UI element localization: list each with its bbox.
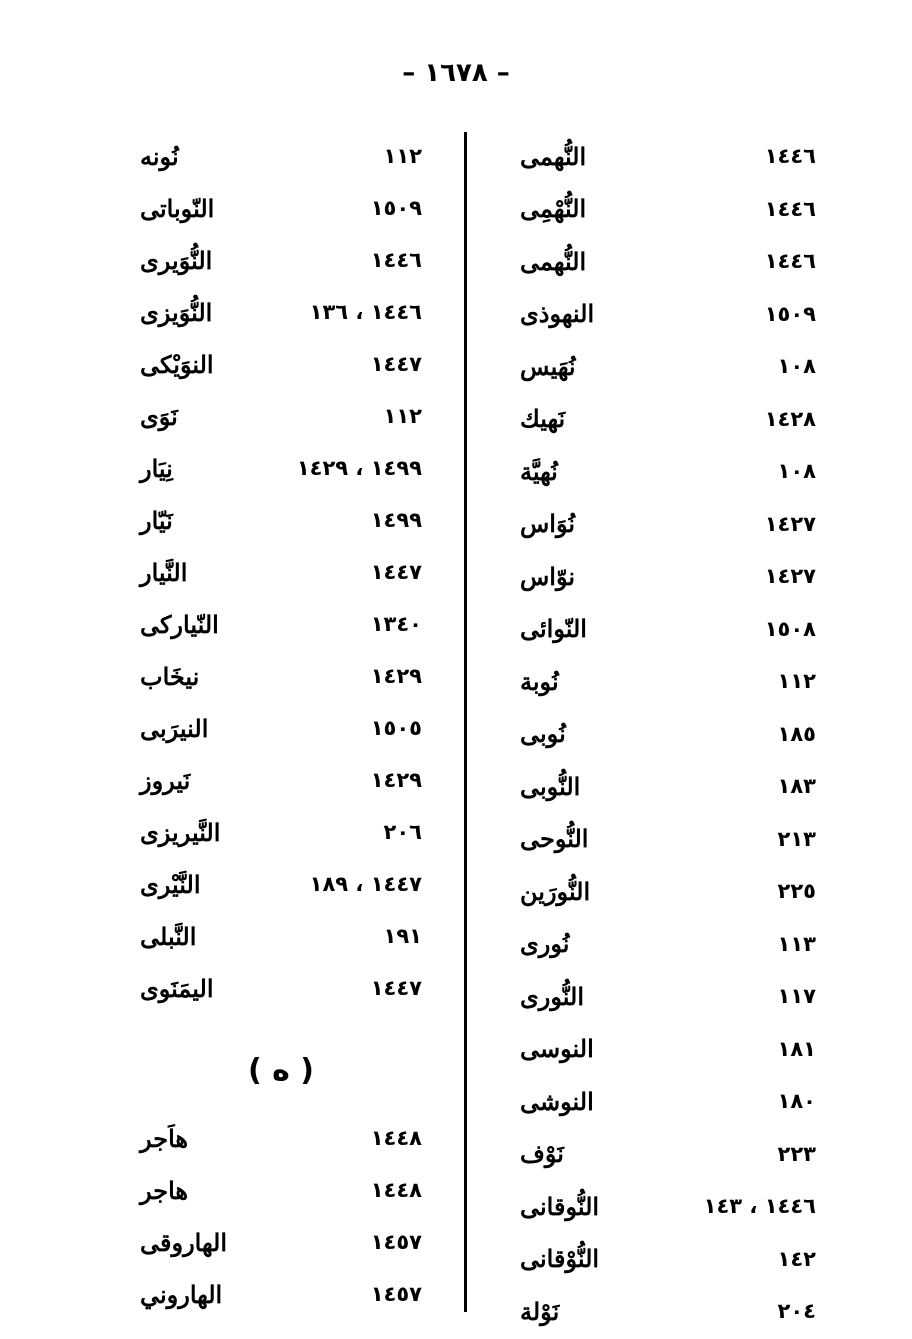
index-entry	[520, 760, 816, 813]
index-entry	[520, 550, 816, 603]
entry-page-ref: ١٤٢	[777, 1246, 816, 1271]
entry-page-ref: ١٤٥٧	[370, 1282, 422, 1306]
entry-page-ref: ١٤٤٦ ، ١٤٣	[703, 1194, 816, 1219]
entry-page-ref: ١٥٠٩	[764, 301, 816, 326]
entry-name: النُّورَين	[520, 876, 591, 906]
entry-page-ref: ١٤٤٨	[370, 1126, 422, 1150]
entry-name: النُّوْقانى	[520, 1244, 600, 1274]
entry-page-ref: ١٤٤٧	[370, 976, 422, 1000]
entry-page-ref: ١٤٥٧	[370, 1230, 422, 1254]
entry-page-ref: ١٥٠٥	[370, 716, 422, 740]
index-entry	[520, 235, 816, 288]
index-entry	[520, 498, 816, 551]
entry-name: هاجر	[140, 1175, 189, 1205]
entry-page-ref: ١٤٤٧	[370, 352, 422, 376]
index-entry	[140, 598, 422, 650]
section-heading: ( ه )	[247, 1052, 315, 1088]
index-entry	[520, 288, 816, 341]
entry-page-ref: ١٤٤٦	[764, 196, 816, 221]
index-entry	[520, 603, 816, 656]
left-column	[140, 130, 422, 1320]
entry-name: النَّيريزى	[140, 817, 221, 847]
entry-name: نُوبة	[520, 666, 559, 696]
entry-name: نَيروز	[140, 765, 191, 795]
index-entry	[520, 970, 816, 1023]
entry-page-ref: ١٠٨	[777, 459, 816, 484]
entry-page-ref: ١١٢	[383, 144, 422, 168]
entry-name: نُونه	[140, 141, 179, 171]
entry-name: النُّهمى	[520, 246, 587, 276]
index-entry	[140, 1268, 422, 1320]
entry-name: النّوباتى	[140, 193, 215, 223]
left-entries	[140, 130, 422, 1014]
entry-name: نَيّار	[140, 505, 173, 535]
index-entry	[140, 702, 422, 754]
entry-page-ref: ١١٢	[383, 404, 422, 428]
entry-page-ref: ٢٠٦	[383, 820, 422, 844]
entry-name: نِيَار	[140, 453, 173, 483]
entry-name: النُّهمى	[520, 141, 587, 171]
entry-name: النُّهْمِى	[520, 194, 587, 224]
entry-name: النوَيْكى	[140, 349, 214, 379]
entry-page-ref: ١٤٩٩ ، ١٤٢٩	[296, 456, 422, 480]
index-entry	[140, 130, 422, 182]
entry-name: النُّوحى	[520, 824, 589, 854]
index-entry	[520, 865, 816, 918]
entry-page-ref: ١١٧	[777, 984, 816, 1009]
index-entry	[140, 338, 422, 390]
index-entry	[140, 390, 422, 442]
page-number: – ١٦٧٨ –	[402, 58, 510, 88]
entry-page-ref: ١١٢	[777, 669, 816, 694]
index-entry	[140, 442, 422, 494]
entry-page-ref: ١٤٤٦ ، ١٣٦	[309, 300, 422, 324]
entry-name: نُورى	[520, 929, 570, 959]
index-entry	[520, 1233, 816, 1286]
index-entry	[140, 182, 422, 234]
entry-page-ref: ١٨٣	[777, 774, 816, 799]
entry-name: النُّوَيزى	[140, 297, 213, 327]
entry-name: نَوْلة	[520, 1296, 560, 1326]
index-entry	[140, 546, 422, 598]
index-entry	[140, 806, 422, 858]
index-entry	[520, 183, 816, 236]
entry-name: هاَجر	[140, 1123, 189, 1153]
index-entry	[140, 1112, 422, 1164]
index-entry	[140, 234, 422, 286]
right-column	[520, 130, 816, 1338]
entry-page-ref: ١٤٤٦	[370, 248, 422, 272]
index-entry	[520, 1075, 816, 1128]
index-entry	[140, 1216, 422, 1268]
entry-name: نَهيك	[520, 404, 566, 434]
entry-page-ref: ١٨٥	[777, 721, 816, 746]
entry-page-ref: ١٣٤٠	[370, 612, 422, 636]
entry-page-ref: ١٤٤٨	[370, 1178, 422, 1202]
entry-name: نوّاس	[520, 561, 576, 591]
entry-page-ref: ١٠٨	[777, 354, 816, 379]
entry-name: النَّيْرى	[140, 869, 201, 899]
entry-page-ref: ١٨١	[777, 1036, 816, 1061]
entry-page-ref: ١١٣	[777, 931, 816, 956]
entry-page-ref: ٢٠٤	[777, 1299, 816, 1324]
entry-name: النيرَبى	[140, 713, 209, 743]
index-entry	[520, 1128, 816, 1181]
index-entry	[520, 655, 816, 708]
index-entry	[520, 1285, 816, 1338]
entry-name: نَوَى	[140, 401, 178, 431]
index-entry	[140, 650, 422, 702]
index-entry	[520, 340, 816, 393]
entry-page-ref: ١٤٩٩	[370, 508, 422, 532]
index-entry	[520, 813, 816, 866]
entry-name: النهوذى	[520, 299, 595, 329]
entry-page-ref: ٢٢٣	[777, 1141, 816, 1166]
index-entry	[520, 445, 816, 498]
entry-page-ref: ٢١٣	[777, 826, 816, 851]
entry-page-ref: ١٥٠٨	[764, 616, 816, 641]
section-entries	[140, 1112, 422, 1320]
entry-name: نُوَاس	[520, 509, 576, 539]
entry-name: اليمَنَوى	[140, 973, 214, 1003]
entry-page-ref: ١٤٢٧	[764, 564, 816, 589]
entry-name: نُهيَّة	[520, 456, 558, 486]
entry-page-ref: ١٤٤٧	[370, 560, 422, 584]
entry-page-ref: ١٩١	[383, 924, 422, 948]
index-entry	[520, 918, 816, 971]
entry-name: النُّوقانى	[520, 1191, 600, 1221]
entry-page-ref: ١٤٢٩	[370, 768, 422, 792]
entry-name: نُهَيس	[520, 351, 576, 381]
entry-page-ref: ١٤٢٨	[764, 406, 816, 431]
entry-name: النَّبلى	[140, 921, 197, 951]
index-entry	[520, 708, 816, 761]
index-entry	[140, 962, 422, 1014]
index-entry	[520, 1180, 816, 1233]
entry-page-ref: ١٨٠	[777, 1089, 816, 1114]
entry-name: نُوبى	[520, 719, 566, 749]
entry-name: النَّيار	[140, 557, 188, 587]
entry-name: نيخَاب	[140, 661, 200, 691]
entry-name: الهاروقى	[140, 1227, 228, 1257]
index-entry	[140, 1164, 422, 1216]
entry-page-ref: ١٤٢٩	[370, 664, 422, 688]
index-entry	[140, 910, 422, 962]
index-entry	[140, 286, 422, 338]
entry-page-ref: ١٤٤٧ ، ١٨٩	[309, 872, 422, 896]
entry-name: النُّوبى	[520, 771, 581, 801]
entry-name: النوسى	[520, 1034, 594, 1064]
index-entry	[520, 1023, 816, 1076]
index-entry	[140, 858, 422, 910]
column-divider	[464, 132, 467, 1312]
entry-page-ref: ١٤٤٦	[764, 144, 816, 169]
index-entry	[140, 494, 422, 546]
entry-name: الهاروني	[140, 1279, 223, 1309]
entry-page-ref: ١٥٠٩	[370, 196, 422, 220]
index-entry	[140, 754, 422, 806]
entry-name: النوشى	[520, 1086, 594, 1116]
entry-name: النّياركى	[140, 609, 219, 639]
index-entry	[520, 130, 816, 183]
entry-name: النُّورى	[520, 981, 584, 1011]
index-entry	[520, 393, 816, 446]
entry-page-ref: ١٤٢٧	[764, 511, 816, 536]
entry-page-ref: ٢٢٥	[777, 879, 816, 904]
entry-name: النّوائى	[520, 614, 587, 644]
entry-name: النُّوَيرى	[140, 245, 213, 275]
entry-page-ref: ١٤٤٦	[764, 249, 816, 274]
entry-name: نَوْف	[520, 1139, 564, 1169]
